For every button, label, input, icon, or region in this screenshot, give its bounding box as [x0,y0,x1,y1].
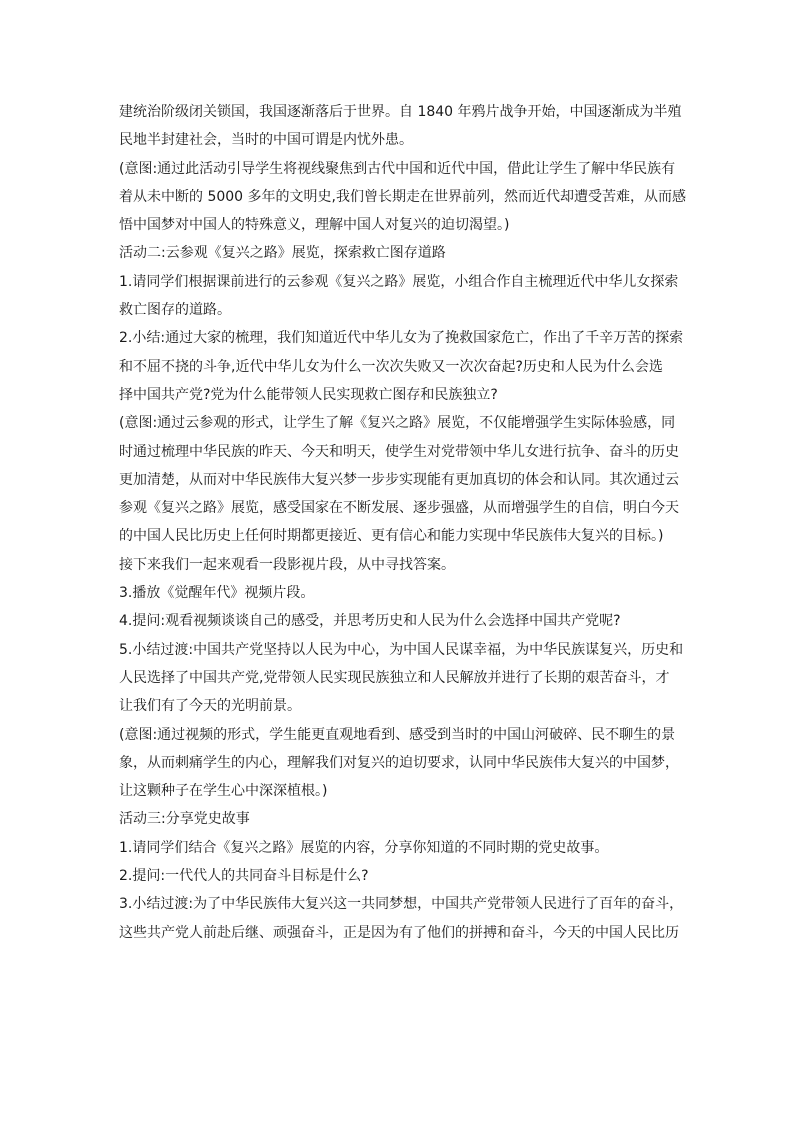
text-line: 3.小结过渡:为了中华民族伟大复兴这一共同梦想，中国共产党带领人民进行了百年的奋斗， [119,896,684,913]
text-line: 的中国人民比历史上任何时期都更接近、更有信心和能力实现中华民族伟大复兴的目标。) [119,528,664,545]
text-line: 2.小结:通过大家的梳理，我们知道近代中华儿女为了挽救国家危亡，作出了千辛万苦的探索 [119,330,684,347]
text-line: 5.小结过渡:中国共产党坚持以人民为中心，为中国人民谋幸福，为中华民族谋复兴，历史和 [119,641,684,658]
text-line: 接下来我们一起来观看一段影视片段，从中寻找答案。 [119,556,455,573]
text-line: 建统治阶级闭关锁国，我国逐渐落后于世界。自 1840 年鸦片战争开始，中国逐渐成为半殖 [119,104,682,120]
text-line: 4.提问:观看视频谈谈自己的感受，并思考历史和人民为什么会选择中国共产党呢? [119,613,621,630]
text-line: 2.提问:一代代人的共同奋斗目标是什么? [119,868,369,885]
section-heading: 活动二:云参观《复兴之路》展览，探索救亡图存道路 [119,245,446,262]
text-line: 择中国共产党?党为什么能带领人民实现救亡图存和民族独立? [119,386,498,403]
text-line: (意图:通过此活动引导学生将视线聚焦到古代中国和近代中国，借此让学生了解中华民族有 [119,160,676,177]
text-line: 让这颗种子在学生心中深深植根。) [119,783,328,800]
text-line: 更加清楚，从而对中华民族伟大复兴梦一步步实现能有更加真切的体会和认同。其次通过云 [119,471,679,488]
text-line: 时通过梳理中华民族的昨天、今天和明天，使学生对党带领中华儿女进行抗争、奋斗的历史 [119,443,679,460]
text-line: 救亡图存的道路。 [119,302,231,319]
text-line: 让我们有了今天的光明前景。 [119,698,301,715]
text-line: 1.请同学们结合《复兴之路》展览的内容，分享你知道的不同时期的党史故事。 [119,839,609,856]
document-body [119,98,686,947]
text-line: 和不屈不挠的斗争,近代中华儿女为什么一次次失败又一次次奋起?历史和人民为什么会选 [119,358,663,375]
text-line: 参观《复兴之路》展览，感受国家在不断发展、逐步强盛，从而增强学生的自信，明白今天 [119,500,679,517]
text-line: 人民选择了中国共产党,党带领人民实现民族独立和人民解放并进行了长期的艰苦奋斗，才 [119,669,670,686]
text-line: (意图:通过云参观的形式，让学生了解《复兴之路》展览，不仅能增强学生实际体验感，同 [119,415,676,432]
text-line: 这些共产党人前赴后继、顽强奋斗，正是因为有了他们的拼搏和奋斗，今天的中国人民比历 [119,924,679,941]
text-line: 1.请同学们根据课前进行的云参观《复兴之路》展览，小组合作自主梳理近代中华儿女探索 [119,273,679,290]
text-line: 悟中国梦对中国人的特殊意义，理解中国人对复兴的迫切渴望。) [119,217,510,234]
text-line: 3.播放《觉醒年代》视频片段。 [119,585,315,602]
text-line: 着从未中断的 5000 多年的文明史,我们曾长期走在世界前列，然而近代却遭受苦难，从而感 [119,188,686,205]
text-line: 民地半封建社会，当时的中国可谓是内忧外患。 [119,132,413,149]
text-line: 象，从而刺痛学生的内心，理解我们对复兴的迫切要求，认同中华民族伟大复兴的中国梦， [119,754,679,771]
text-line: (意图:通过视频的形式，学生能更直观地看到、感受到当时的中国山河破碎、民不聊生的景 [119,726,676,743]
section-heading: 活动三:分享党史故事 [119,811,250,828]
